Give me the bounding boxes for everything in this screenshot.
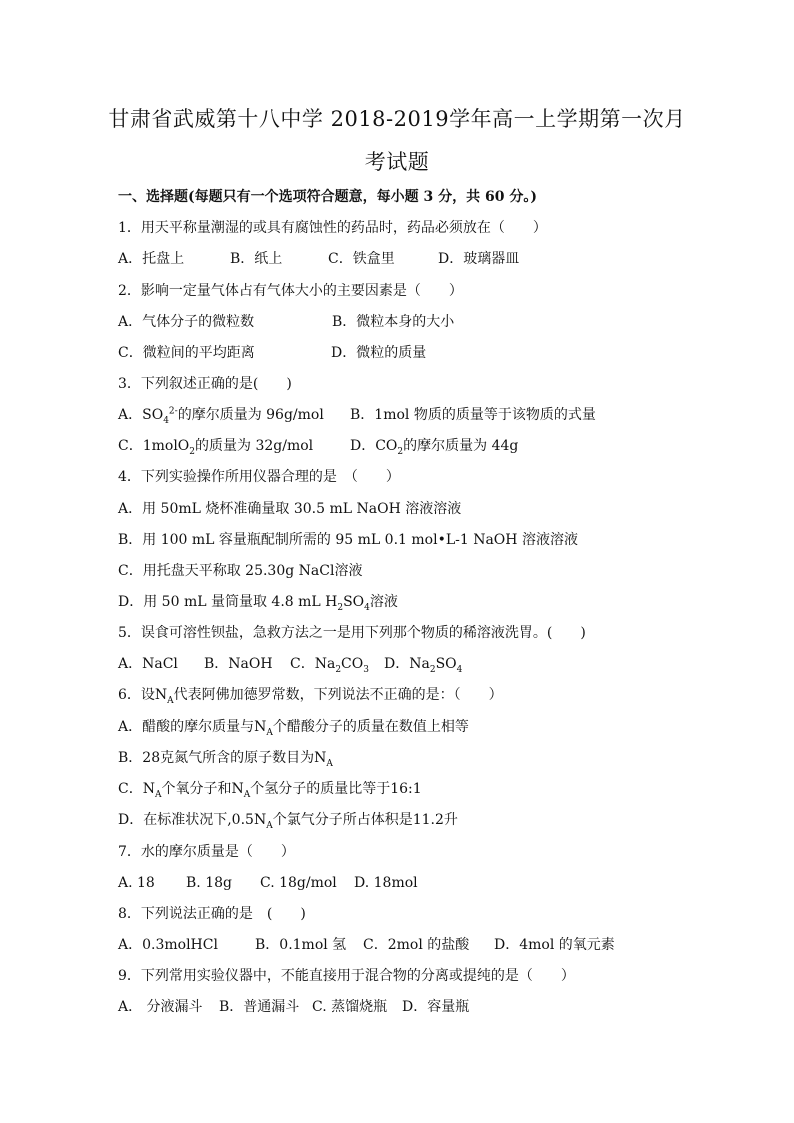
exam-title-line1: 甘肃省武威第十八中学 2018-2019学年高一上学期第一次月	[108, 107, 686, 131]
section-heading: 一、选择题(每题只有一个选项符合题意，每小题 3 分，共 60 分。)	[118, 189, 537, 205]
q8-option-a: A．0.3molHCl	[118, 937, 218, 953]
q8-option-c: C．2mol 的盐酸	[363, 937, 470, 953]
q7-option-b: B. 18g	[186, 875, 232, 891]
q1-option-a: A．托盘上	[118, 251, 185, 267]
q6-option-a: A．醋酸的摩尔质量与$N_A$个醋酸分子的质量在数值上相等	[118, 719, 469, 738]
q2-option-b: B．微粒本身的大小	[332, 314, 455, 330]
q5-option-d: D．$Na_2SO_4$	[384, 656, 463, 675]
q8-option-b: B．0.1mol 氢	[255, 937, 347, 953]
q7-option-c: C. 18g/mol	[260, 875, 337, 891]
q9-option-d: D．容量瓶	[402, 999, 470, 1015]
q9-option-a: A． 分液漏斗	[118, 999, 203, 1015]
q5-stem: 5．误食可溶性钡盐，急救方法之一是用下列那个物质的稀溶液洗胃。( )	[118, 625, 586, 641]
q7-option-d: D. 18mol	[354, 875, 418, 891]
q3-option-d: D．$CO_2$的摩尔质量为 44g	[350, 438, 519, 457]
q5-option-a: A．NaCl	[118, 656, 178, 672]
q1-option-c: C．铁盒里	[328, 251, 395, 267]
q4-option-b: B．用 100 mL 容量瓶配制所需的 95 mL 0.1 mol•L-1 NaOH 溶液溶液	[118, 532, 578, 548]
q4-option-c: C．用托盘天平称取 25.30g NaCl溶液	[118, 563, 363, 579]
q2-option-a: A．气体分子的微粒数	[118, 314, 255, 330]
q5-option-c: C．$Na_2CO_3$	[290, 656, 369, 675]
q6-option-d: D．在标准状况下$,0.5N_A$个氯气分子所占体积是11.2升	[118, 812, 458, 831]
q1-option-d: D．玻璃器皿	[438, 251, 520, 267]
q2-option-c: C．微粒间的平均距离	[118, 345, 255, 361]
q6-option-c: C．$N_A$个氧分子和$N_A$个氢分子的质量比等于16:1	[118, 781, 422, 800]
q9-option-c: C. 蒸馏烧瓶	[312, 999, 388, 1015]
q5-option-b: B．NaOH	[204, 656, 273, 672]
q3-option-c: C．1molO$_2$的质量为 32g/mol	[118, 438, 314, 457]
q8-option-d: D．4mol 的氧元素	[494, 937, 615, 953]
q9-stem: 9．下列常用实验仪器中，不能直接用于混合物的分离或提纯的是（ ）	[118, 968, 575, 984]
q3-option-b: B．1mol 物质的质量等于该物质的式量	[350, 407, 596, 423]
q1-option-b: B．纸上	[230, 251, 283, 267]
exam-title-line2: 考试题	[364, 150, 430, 174]
q3-option-a: A．$SO_4^{2-}$的摩尔质量为 96g/mol	[118, 406, 324, 426]
q9-option-b: B．普通漏斗	[219, 999, 300, 1015]
q6-stem: 6．设$N_A$代表阿佛加德罗常数，下列说法不正确的是：（ ）	[118, 687, 503, 706]
q1-stem: 1．用天平称量潮湿的或具有腐蚀性的药品时，药品必须放在（ ）	[118, 220, 547, 236]
q4-option-d: D．用 50 mL 量筒量取 4.8 mL $H_2SO_4$溶液	[118, 594, 398, 613]
q4-option-a: A．用 50mL 烧杯准确量取 30.5 mL NaOH 溶液溶液	[118, 501, 462, 517]
q6-option-b: B．28克氮气所含的原子数目为$N_A$	[118, 750, 333, 769]
q4-stem: 4．下列实验操作所用仪器合理的是 （ ）	[118, 469, 400, 485]
q7-option-a: A. 18	[118, 875, 155, 891]
q2-stem: 2．影响一定量气体占有气体大小的主要因素是（ ）	[118, 283, 463, 299]
q2-option-d: D．微粒的质量	[331, 345, 427, 361]
q3-stem: 3．下列叙述正确的是( )	[118, 376, 292, 392]
q7-stem: 7．水的摩尔质量是（ ）	[118, 844, 295, 860]
q8-stem: 8．下列说法正确的是 ( )	[118, 906, 306, 922]
